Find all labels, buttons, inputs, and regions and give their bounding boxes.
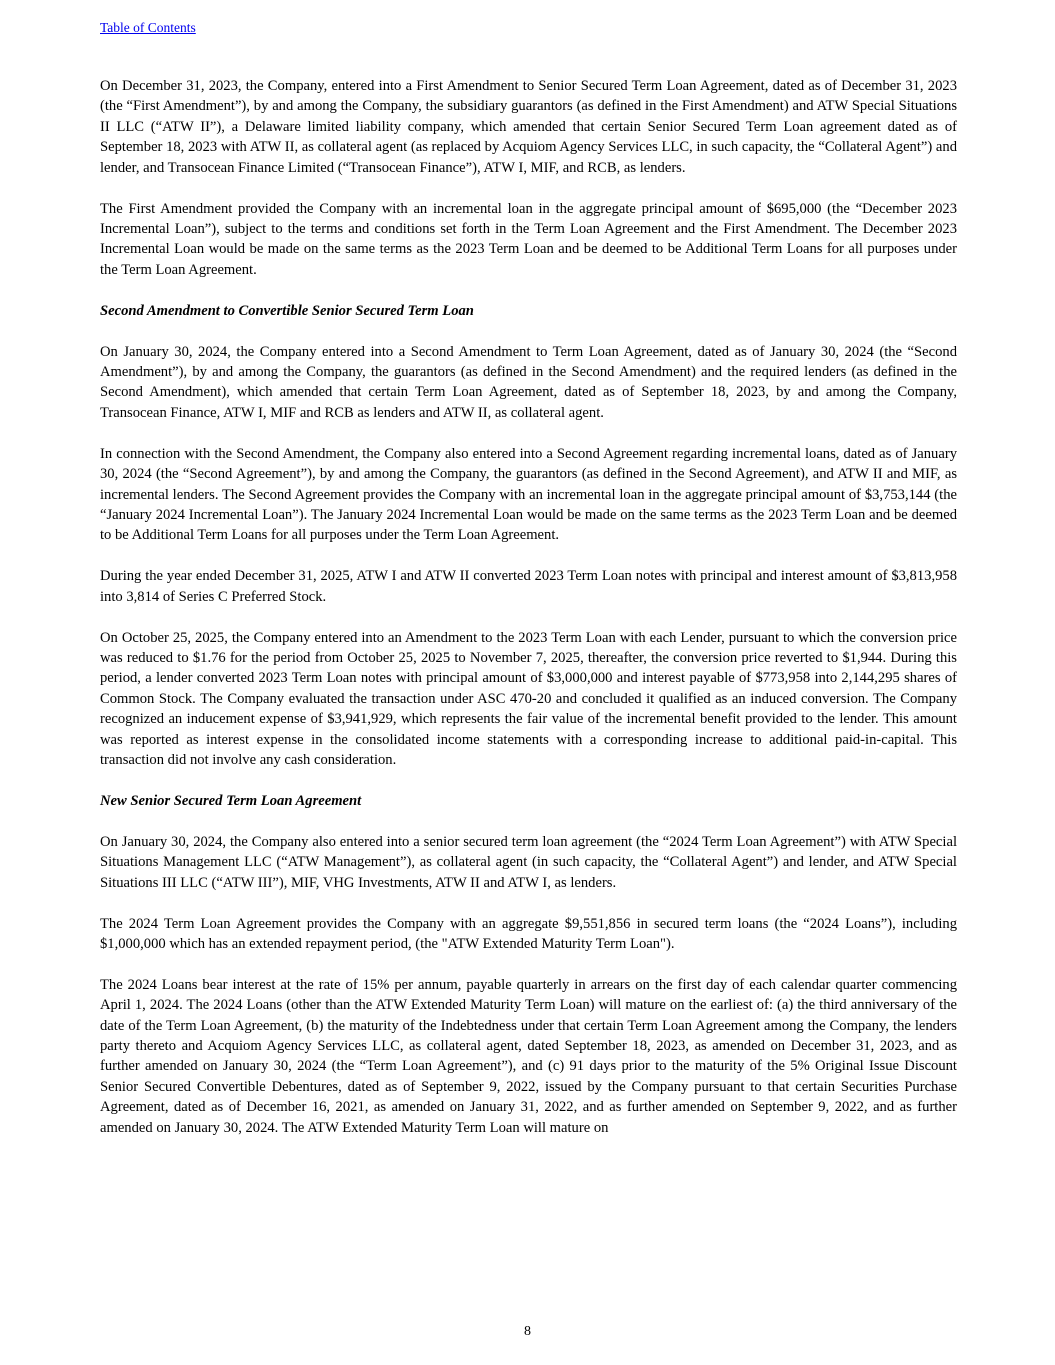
section-heading-new-senior-secured-term-loan: New Senior Secured Term Loan Agreement: [100, 792, 362, 809]
toc-row: [100, 20, 957, 36]
paragraph-second-agreement-incremental-loans: In connection with the Second Amendment, the Company also entered into a Second Agreement regarding incremental loans, dated as of January 30, 2024 (the “Second Agreement”), by and among the Company, the guarantors (as defined in the Second Agreement), and ATW II and MIF, as incremental lenders. The Second Agreement provides the Company with an incremental loan in the aggregate principal amount of $3,753,144 (the “January 2024 Incremental Loan”). The January 2024 Incremental Loan would be made on the same terms as the 2023 Term Loan and be deemed to be Additional Term Loans for all purposes under the Term Loan Agreement.: [100, 445, 957, 544]
paragraph-2024-term-loan-agreement: On January 30, 2024, the Company also entered into a senior secured term loan agreement (the “2024 Term Loan Agreement”) with ATW Special Situations Management LLC (“ATW Management”), as collateral agent (in such capacity, the “Collateral Agent”) and lender, and ATW Special Situations III LLC (“ATW III”), MIF, VHG Investments, ATW II and ATW I, as lenders.: [100, 833, 957, 891]
paragraph-second-amendment-overview: On January 30, 2024, the Company entered into a Second Amendment to Term Loan Agreement, dated as of January 30, 2024 (the “Second Amendment”), by and among the Company, the guarantors (as defined in the Second Amendment) and the required lenders (as defined in the Second Amendment), which amended that certain Term Loan Agreement, dated as of September 18, 2023, by and among the Company, Transocean Finance, ATW I, MIF and RCB as lenders and ATW II, as collateral agent.: [100, 343, 957, 421]
page-number: 8: [524, 1324, 531, 1339]
table-of-contents-link[interactable]: Table of Contents: [100, 20, 196, 35]
paragraph-series-c-conversion: During the year ended December 31, 2025, ATW I and ATW II converted 2023 Term Loan notes with principal and interest amount of $3,813,958 into 3,814 of Series C Preferred Stock.: [100, 568, 957, 605]
paragraph-december-2023-incremental-loan: The First Amendment provided the Company with an incremental loan in the aggregate principal amount of $695,000 (the “December 2023 Incremental Loan”), subject to the terms and conditions set forth in the Term Loan Agreement and the First Amendment. The December 2023 Incremental Loan would be made on the same terms as the 2023 Term Loan and be deemed to be Additional Term Loans for all purposes under the Term Loan Agreement.: [100, 200, 957, 278]
section-heading-second-amendment: Second Amendment to Convertible Senior Secured Term Loan: [100, 302, 474, 319]
paragraph-october-2025-amendment: On October 25, 2025, the Company entered into an Amendment to the 2023 Term Loan with each Lender, pursuant to which the conversion price was reduced to $1.76 for the period from October 25, 2025 to November 7, 2025, thereafter, the conversion price reverted to $1,944. During this period, a lender converted 2023 Term Loan notes with principal amount of $3,000,000 and interest payable of $773,958 into 2,144,295 shares of Common Stock. The Company evaluated the transaction under ASC 470-20 and concluded it qualified as an induced conversion. The Company recognized an inducement expense of $3,941,929, which represents the fair value of the incremental benefit provided to the lender. This amount was reported as interest expense in the consolidated income statements with a corresponding increase to additional paid-in-capital. This transaction did not involve any cash consideration.: [100, 629, 957, 768]
paragraph-2024-loans-aggregate: The 2024 Term Loan Agreement provides the Company with an aggregate $9,551,856 in secured term loans (the “2024 Loans”), including $1,000,000 which has an extended repayment period, (the "ATW Extended Maturity Term Loan").: [100, 915, 957, 952]
paragraph-first-amendment-intro: On December 31, 2023, the Company, entered into a First Amendment to Senior Secured Term Loan Agreement, dated as of December 31, 2023 (the “First Amendment”), by and among the Company, the subsidiary guarantors (as defined in the First Amendment) and ATW Special Situations II LLC (“ATW II”), a Delaware limited liability company, which amended that certain Senior Secured Term Loan agreement dated as of September 18, 2023 with ATW II, as collateral agent (as replaced by Acquiom Agency Services LLC, in such capacity, the “Collateral Agent”) and lender, and Transocean Finance Limited (“Transocean Finance”), ATW I, MIF, and RCB, as lenders.: [100, 78, 957, 176]
paragraph-2024-loans-interest-maturity: The 2024 Loans bear interest at the rate of 15% per annum, payable quarterly in arrears on the first day of each calendar quarter commencing April 1, 2024. The 2024 Loans (other than the ATW Extended Maturity Term Loan) will mature on the earliest of: (a) the third anniversary of the date of the Term Loan Agreement, (b) the maturity of the Indebtedness under that certain Term Loan Agreement among the Company, the lenders party thereto and Acquiom Agency Services LLC, as collateral agent, dated September 18, 2023, as amended on December 31, 2023, and as further amended on January 30, 2024 (the “Term Loan Agreement”), and (c) 91 days prior to the maturity of the 5% Original Issue Discount Senior Secured Convertible Debentures, dated as of September 9, 2022, issued by the Company pursuant to that certain Securities Purchase Agreement, dated as of December 16, 2021, as amended on January 31, 2022, and as further amended on September 9, 2022, and as further amended on January 30, 2024. The ATW Extended Maturity Term Loan will mature on: [100, 976, 957, 1136]
